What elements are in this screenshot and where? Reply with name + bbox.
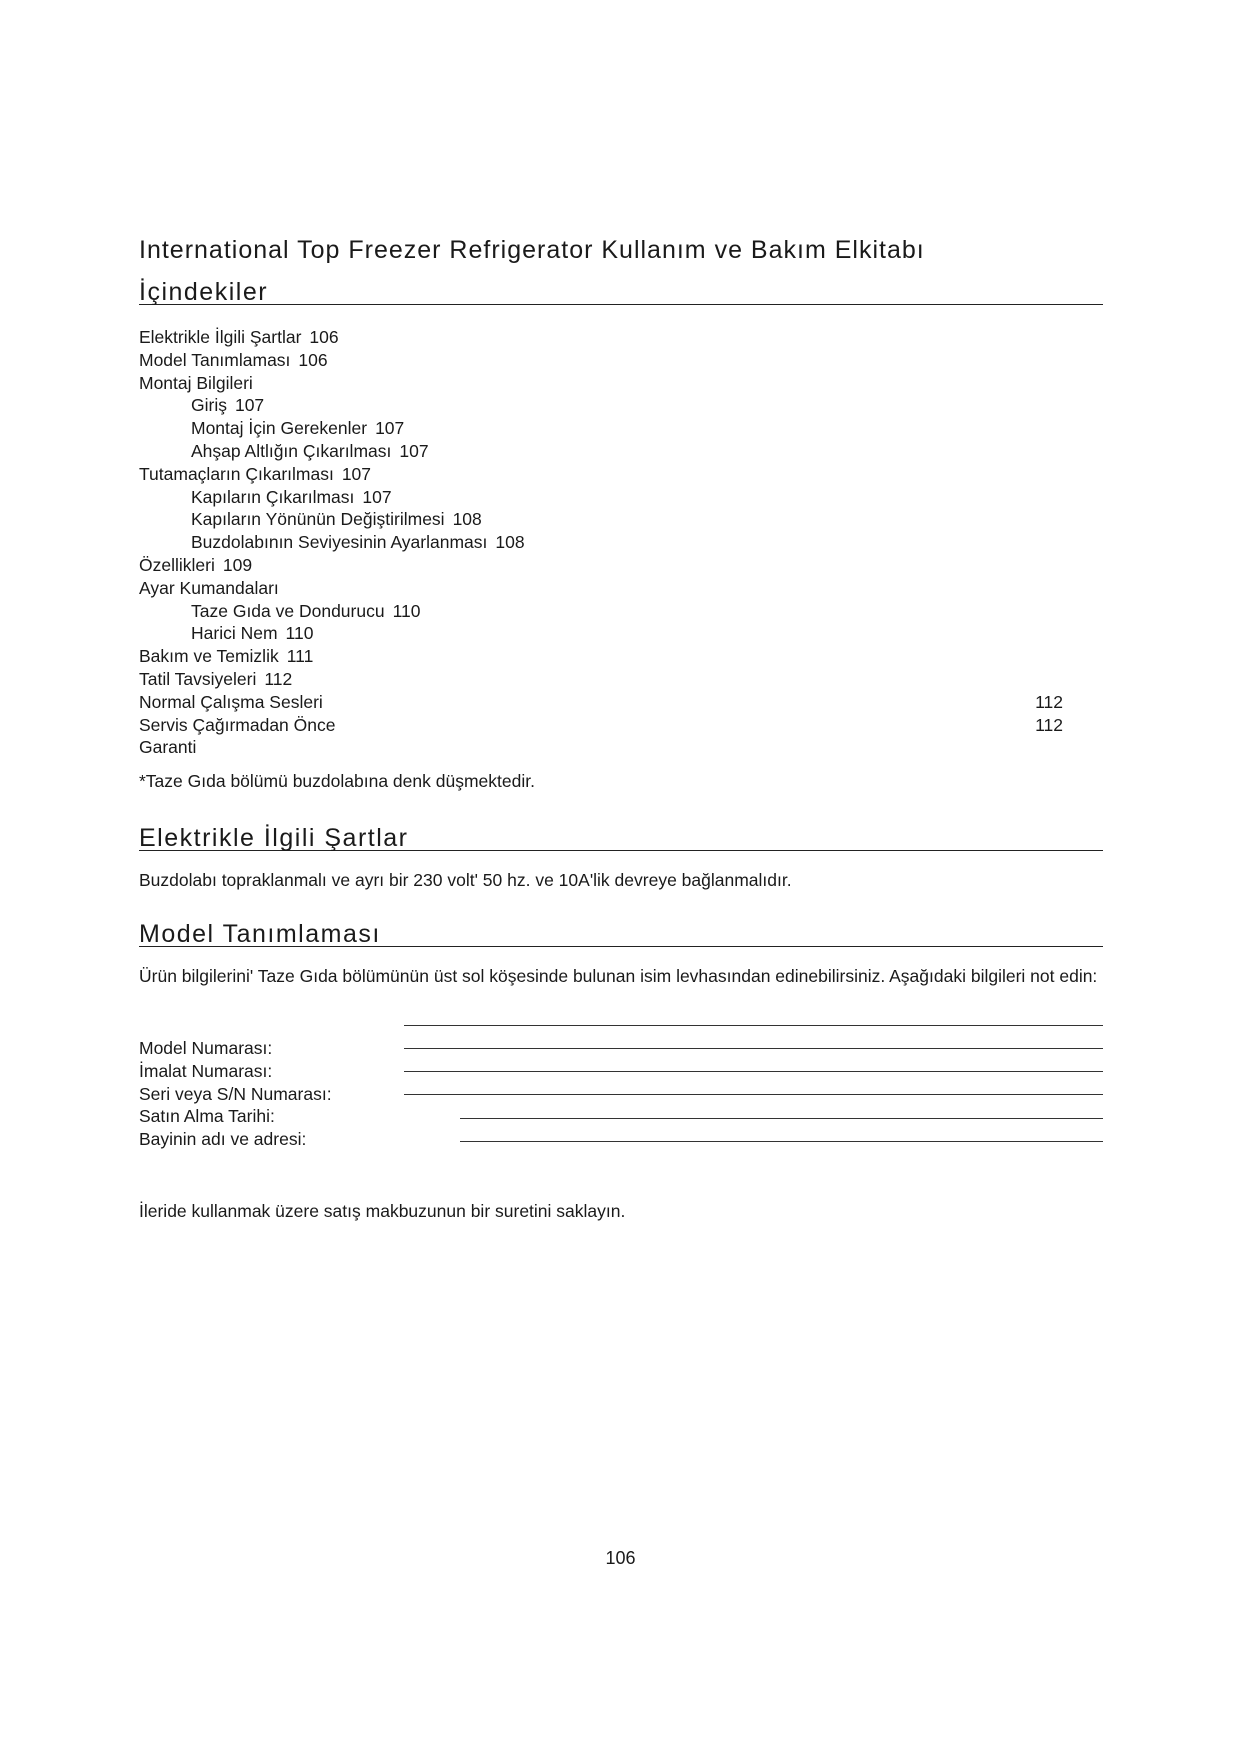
write-in-line[interactable]: [404, 1025, 1103, 1026]
toc-item[interactable]: Ayar Kumandaları: [139, 577, 279, 598]
toc-item[interactable]: Ahşap Altlığın Çıkarılması 107: [191, 440, 429, 461]
toc-item[interactable]: Harici Nem 110: [191, 623, 314, 644]
toc-item[interactable]: Model Tanımlaması 106: [139, 349, 328, 370]
toc-item[interactable]: Buzdolabının Seviyesinin Ayarlanması 108: [191, 532, 525, 553]
toc-footnote: *Taze Gıda bölümü buzdolabına denk düşmektedir.: [139, 771, 535, 791]
toc-item[interactable]: Giriş 107: [191, 395, 265, 416]
toc-item[interactable]: Elektrikle İlgili Şartlar 106: [139, 327, 339, 347]
toc-item[interactable]: Montaj Bilgileri: [139, 372, 253, 393]
toc-item[interactable]: Özellikleri 109: [139, 554, 253, 575]
electrical-body: Buzdolabı topraklanmalı ve ayrı bir 230 volt' 50 hz. ve 10A'lik devreye bağlanmalıdır.: [139, 870, 792, 890]
closing-note: İleride kullanmak üzere satış makbuzunun bir suretini saklayın.: [139, 1201, 626, 1221]
model-body: Ürün bilgilerini' Taze Gıda bölümünün üst sol köşesinde bulunan isim levhasından edinebilirsiniz. Aşağıdaki bilgileri not edin:: [139, 966, 1098, 986]
toc-item[interactable]: Normal Çalışma Sesleri 112: [139, 691, 1063, 712]
page-title: International Top Freezer Refrigerator Kullanım ve Bakım Elkitabı: [139, 236, 925, 264]
electrical-heading: Elektrikle İlgili Şartlar: [139, 826, 1103, 851]
dealer-name-address-label: Bayinin adı ve adresi:: [139, 1129, 307, 1150]
model-number-line[interactable]: [404, 1048, 1103, 1049]
toc-item[interactable]: Tutamaçların Çıkarılması 107: [139, 463, 372, 484]
toc-item[interactable]: Servis Çağırmadan Önce 112: [139, 714, 1063, 735]
toc-item[interactable]: Kapıların Çıkarılması 107: [191, 486, 392, 507]
production-number-label: İmalat Numarası:: [139, 1060, 273, 1081]
dealer-name-address-line[interactable]: [460, 1141, 1103, 1142]
page-number: 106: [605, 1548, 636, 1568]
toc-item[interactable]: Bakım ve Temizlik 111: [139, 646, 314, 667]
toc-heading: İçindekiler: [139, 280, 1103, 305]
model-number-label: Model Numarası:: [139, 1038, 273, 1058]
production-number-line[interactable]: [404, 1071, 1103, 1072]
toc-item[interactable]: Garanti: [139, 737, 197, 758]
toc-item[interactable]: Tatil Tavsiyeleri 112: [139, 668, 293, 689]
purchase-date-line[interactable]: [460, 1118, 1103, 1119]
toc-item[interactable]: Taze Gıda ve Dondurucu 110: [191, 600, 421, 621]
toc-item[interactable]: Montaj İçin Gerekenler 107: [191, 418, 405, 439]
model-heading: Model Tanımlaması: [139, 922, 1103, 947]
toc-item[interactable]: Kapıların Yönünün Değiştirilmesi 108: [191, 509, 482, 530]
table-of-contents: [139, 326, 1103, 759]
serial-number-line[interactable]: [404, 1094, 1103, 1095]
serial-number-label: Seri veya S/N Numarası:: [139, 1083, 332, 1104]
purchase-date-label: Satın Alma Tarihi:: [139, 1106, 275, 1127]
